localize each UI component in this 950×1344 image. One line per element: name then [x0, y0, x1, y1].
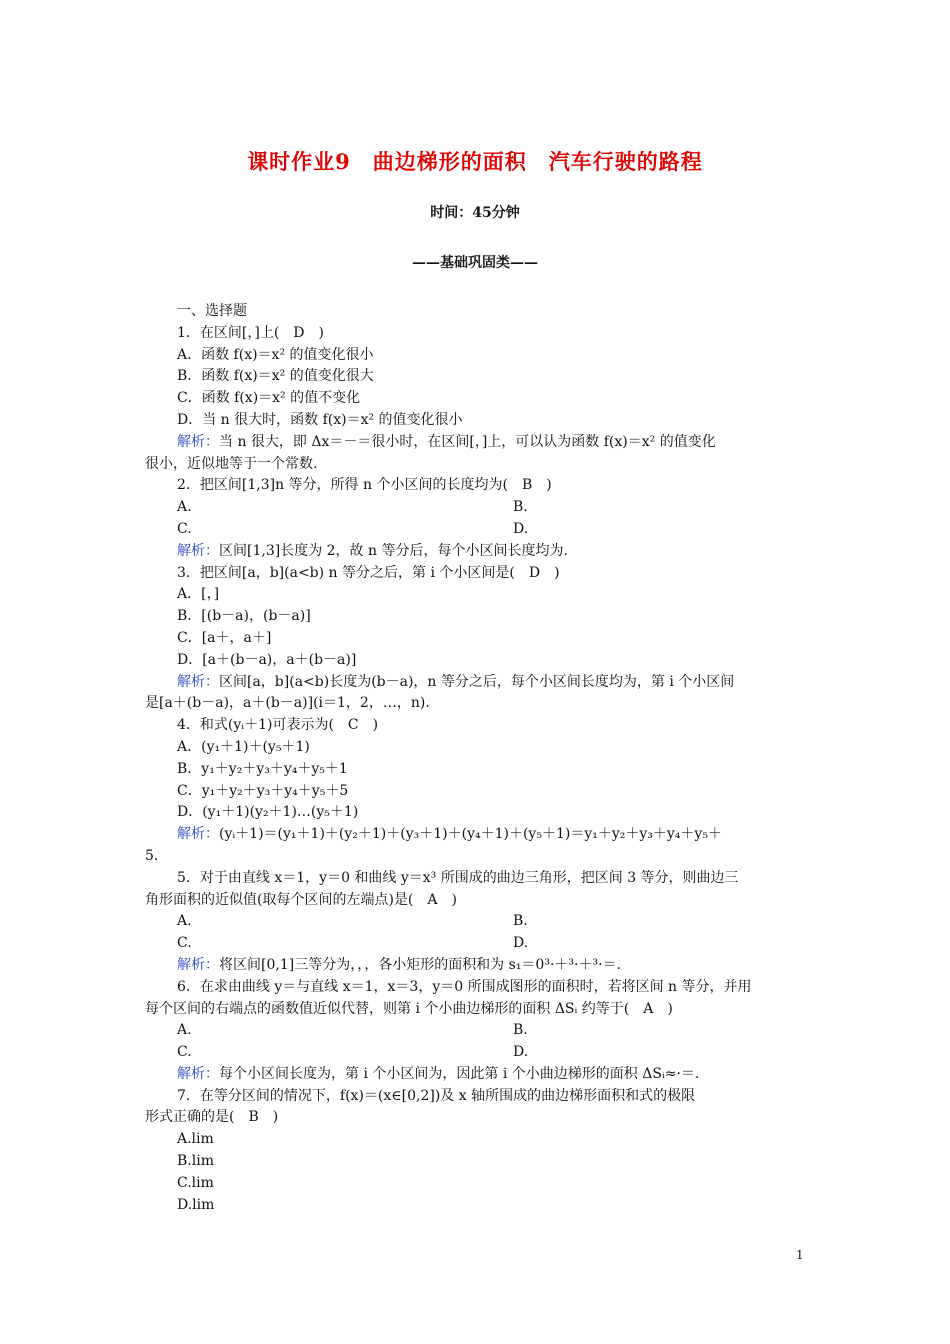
explanation-label: 解析：: [177, 826, 219, 843]
text-line: [145, 1086, 810, 1108]
explanation-label: 解析：: [177, 433, 219, 450]
line-text: A．(y₁＋1)＋(y₅＋1): [177, 738, 310, 755]
option-label: B.: [513, 1022, 528, 1039]
text-line: [145, 584, 810, 606]
text-line: [145, 454, 810, 476]
text-line: [145, 715, 810, 737]
option-label: C.: [177, 1044, 192, 1061]
text-line: [145, 1107, 810, 1129]
answer-options-row: [145, 933, 810, 955]
answer-options-row: [145, 1042, 810, 1064]
line-text: A．函数 f(x)＝x² 的值变化很小: [177, 346, 374, 363]
line-text: 是[a＋(b－a)，a＋(b－a)](i＝1，2，…，n).: [145, 695, 430, 712]
time-info: 时间：45分钟: [430, 205, 520, 221]
option-label: A.: [177, 499, 192, 516]
explanation-line: [145, 955, 810, 977]
text-line: [145, 388, 810, 410]
line-text: 每个小区间长度为，第 i 个小区间为，因此第 i 个小曲边梯形的面积 ΔSᵢ≈·＝.: [219, 1065, 700, 1082]
option-label: A.: [177, 1022, 192, 1039]
text-line: [145, 693, 810, 715]
text-line: [145, 410, 810, 432]
option-label: A.: [177, 913, 192, 930]
line-text: 5.: [145, 847, 159, 864]
option-label: C.: [177, 520, 192, 537]
line-text: 2．把区间[1,3]n 等分，所得 n 个小区间的长度均为( B ): [177, 477, 552, 494]
line-text: C．函数 f(x)＝x² 的值不变化: [177, 390, 361, 407]
line-text: B．函数 f(x)＝x² 的值变化很大: [177, 368, 374, 385]
option-label: D.: [513, 1044, 529, 1061]
text-line: [145, 1173, 810, 1195]
line-text: 6．在求由曲线 y＝与直线 x＝1，x＝3，y＝0 所围成图形的面积时，若将区间 n 等分，并用: [177, 978, 752, 995]
option-label: C.: [177, 935, 192, 952]
line-text: B．[(b－a)，(b－a)]: [177, 608, 311, 625]
option-label: B.: [513, 913, 528, 930]
line-text: 一、选择题: [177, 303, 247, 319]
explanation-line: [145, 672, 810, 694]
line-text: 形式正确的是( B ): [145, 1109, 279, 1126]
line-text: (yᵢ＋1)＝(y₁＋1)＋(y₂＋1)＋(y₃＋1)＋(y₄＋1)＋(y₅＋1)＝y₁＋y₂＋y₃＋y₄＋y₅＋: [219, 826, 722, 843]
document-body: [145, 301, 810, 1216]
explanation-label: 解析：: [177, 542, 219, 559]
line-text: 区间[1,3]长度为 2，故 n 等分后，每个小区间长度均为.: [219, 542, 568, 559]
line-text: D．当 n 很大时，函数 f(x)＝x² 的值变化很小: [177, 411, 463, 428]
line-text: B．y₁＋y₂＋y₃＋y₄＋y₅＋1: [177, 760, 348, 777]
answer-options-row: [145, 497, 810, 519]
line-text: A．[，]: [177, 586, 220, 603]
explanation-line: [145, 824, 810, 846]
explanation-line: [145, 541, 810, 563]
section-heading: ——基础巩固类——: [412, 255, 538, 271]
option-label: D.: [513, 520, 529, 537]
line-text: 每个区间的右端点的函数值近似代替，则第 i 个小曲边梯形的面积 ΔSᵢ 约等于( A ): [145, 1000, 673, 1017]
text-line: [145, 301, 810, 323]
page-title: 课时作业9 曲边梯形的面积 汽车行驶的路程: [247, 149, 703, 174]
explanation-label: 解析：: [177, 673, 219, 690]
line-text: A.lim: [177, 1131, 214, 1148]
line-text: 4．和式(yᵢ＋1)可表示为( C ): [177, 717, 379, 734]
text-line: [145, 868, 810, 890]
line-text: 区间[a，b](a<b)长度为(b－a)，n 等分之后，每个小区间长度均为，第 i 个小区间: [219, 673, 735, 690]
explanation-line: [145, 1064, 810, 1086]
line-text: D.lim: [177, 1196, 215, 1213]
text-line: [145, 759, 810, 781]
text-line: [145, 475, 810, 497]
explanation-label: 解析：: [177, 1065, 219, 1082]
line-text: 5．对于由直线 x＝1，y＝0 和曲线 y＝x³ 所围成的曲边三角形，把区间 3 等分，则曲边三: [177, 869, 739, 886]
text-line: [145, 366, 810, 388]
line-text: D．(y₁＋1)(y₂＋1)…(y₅＋1): [177, 804, 359, 821]
page-number: 1: [796, 1248, 804, 1262]
text-line: [145, 1195, 810, 1217]
text-line: [145, 345, 810, 367]
option-label: D.: [513, 935, 529, 952]
line-text: 7．在等分区间的情况下，f(x)＝(x∈[0,2])及 x 轴所围成的曲边梯形面积和式的极限: [177, 1087, 696, 1104]
line-text: 很小，近似地等于一个常数.: [145, 455, 318, 472]
text-line: [145, 628, 810, 650]
text-line: [145, 650, 810, 672]
explanation-line: [145, 432, 810, 454]
text-line: [145, 802, 810, 824]
text-line: [145, 1129, 810, 1151]
line-text: D．[a＋(b－a)，a＋(b－a)]: [177, 651, 357, 668]
line-text: C．[a＋，a＋]: [177, 629, 272, 646]
text-line: [145, 323, 810, 345]
line-text: C.lim: [177, 1174, 214, 1191]
answer-options-row: [145, 1020, 810, 1042]
text-line: [145, 977, 810, 999]
text-line: [145, 846, 810, 868]
line-text: 1．在区间[，]上( D ): [177, 324, 324, 341]
explanation-label: 解析：: [177, 956, 219, 973]
line-text: 3．把区间[a，b](a<b) n 等分之后，第 i 个小区间是( D ): [177, 564, 560, 581]
line-text: 当 n 很大，即 Δx＝－＝很小时，在区间[，]上，可以认为函数 f(x)＝x² 的值变化: [219, 433, 716, 450]
text-line: [145, 781, 810, 803]
answer-options-row: [145, 911, 810, 933]
line-text: 将区间[0,1]三等分为，，，各小矩形的面积和为 s₁＝0³·＋³·＋³·＝.: [219, 956, 621, 973]
text-line: [145, 563, 810, 585]
line-text: B.lim: [177, 1153, 214, 1170]
answer-options-row: [145, 519, 810, 541]
option-label: B.: [513, 499, 528, 516]
text-line: [145, 1151, 810, 1173]
text-line: [145, 999, 810, 1021]
line-text: C．y₁＋y₂＋y₃＋y₄＋y₅＋5: [177, 782, 349, 799]
text-line: [145, 737, 810, 759]
line-text: 角形面积的近似值(取每个区间的左端点)是( A ): [145, 891, 457, 908]
text-line: [145, 606, 810, 628]
text-line: [145, 890, 810, 912]
